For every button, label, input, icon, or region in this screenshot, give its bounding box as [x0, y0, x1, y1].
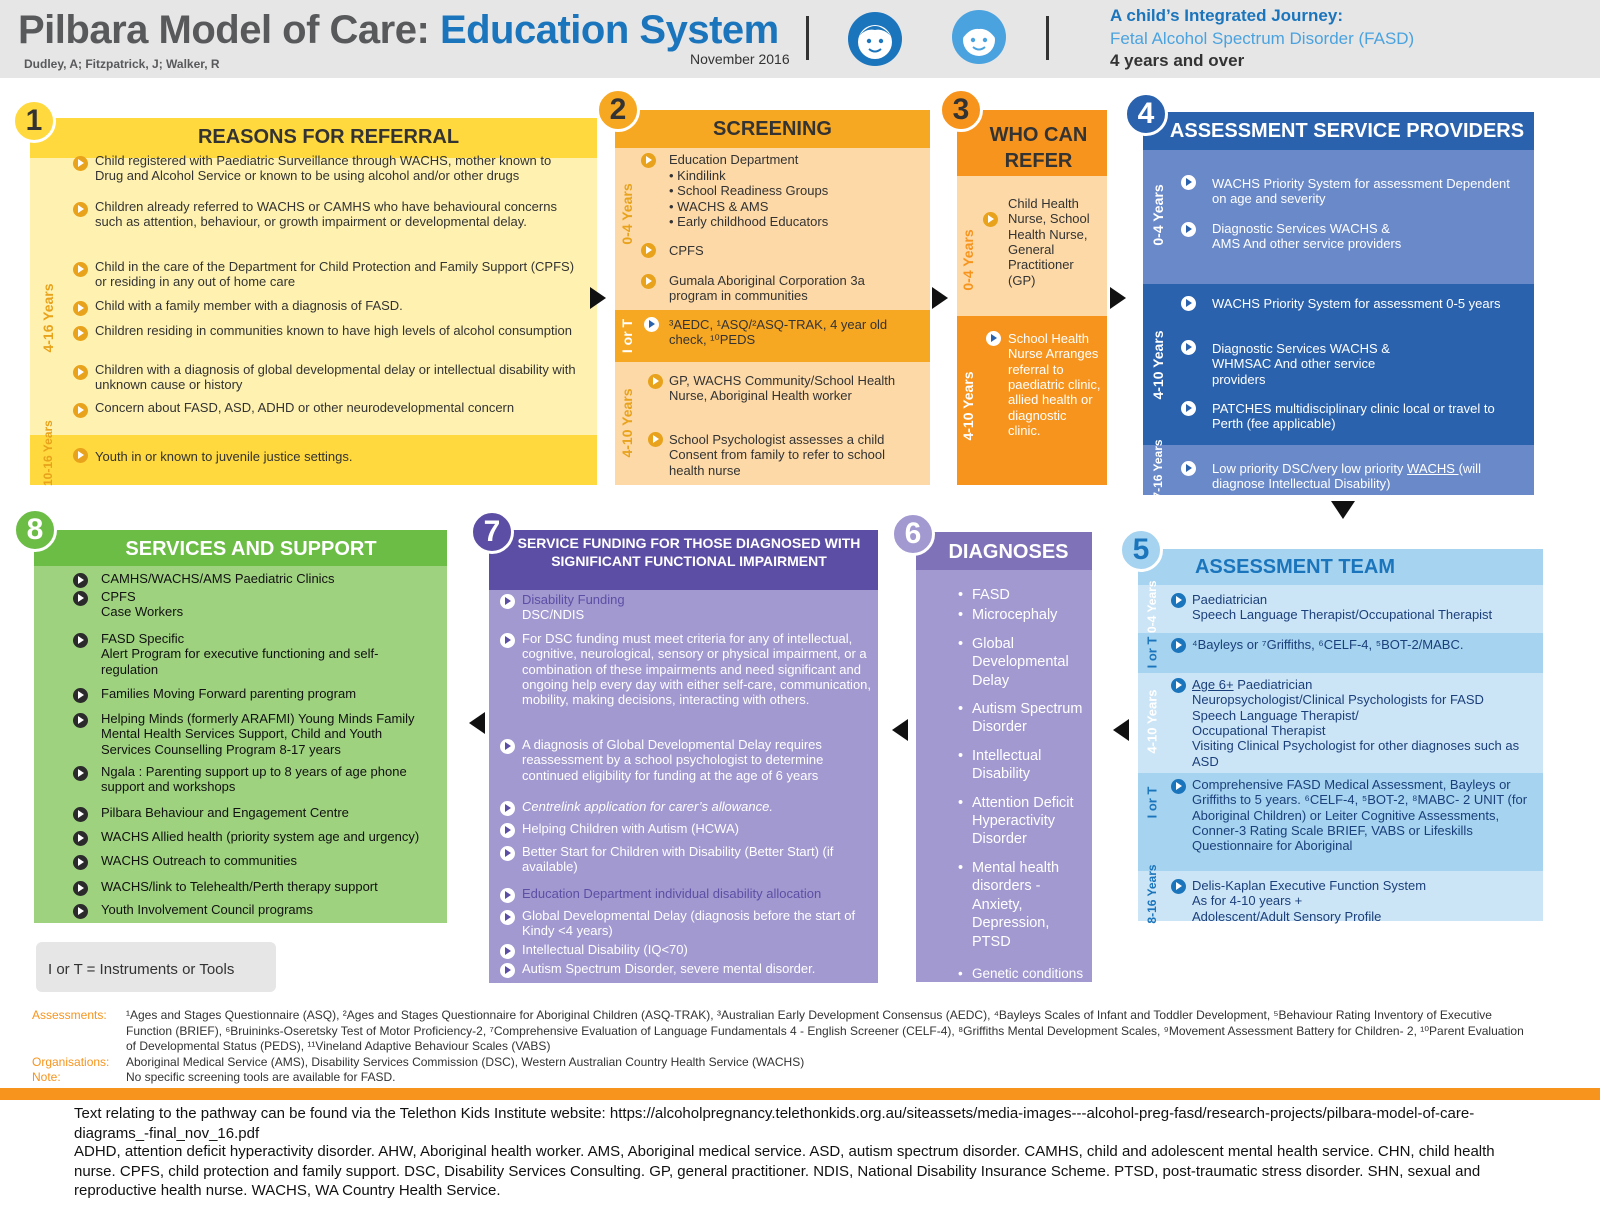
s6-diagnosis-item: Mental health disorders - Anxiety, Depression, PTSD • — [958, 859, 1060, 950]
s8-service-text: WACHS Allied health (priority system age and urgency) — [101, 829, 420, 844]
s7-funding-text: A diagnosis of Global Developmental Delay requires reassessment by a school psychologist to determine continued eligibility for funding at the age of 6 years — [522, 737, 824, 783]
s7-funding-text: DSC/NDIS — [522, 607, 585, 623]
journey-title: A child’s Integrated Journey: — [1110, 6, 1344, 25]
assess-label: Assessments: — [32, 1008, 107, 1022]
s4-number: 4 — [1124, 92, 1168, 136]
s2-gp: GP, WACHS Community/School Health Nurse, Aboriginal Health worker — [669, 373, 896, 404]
s8-service-text: WACHS/link to Telehealth/Perth therapy support — [101, 879, 378, 894]
s2-title: SCREENING — [713, 118, 832, 140]
s8-service-text: Ngala : Parenting support up to 8 years of age phone support and workshops — [101, 764, 407, 795]
authors: Dudley, A; Fitzpatrick, J; Walker, R — [24, 57, 220, 71]
arrow-right — [590, 287, 606, 309]
s8-service-text: Pilbara Behaviour and Engagement Centre — [101, 805, 349, 820]
bullet-icon — [1171, 879, 1186, 894]
s4-age-label: 7-16 Years — [1151, 439, 1165, 499]
arrow-left — [469, 712, 485, 734]
s8-service-item — [101, 902, 431, 917]
bullet-icon — [73, 713, 88, 728]
dot-icon: • — [958, 859, 964, 876]
s8-service-text: WACHS Outreach to communities — [101, 853, 298, 868]
bullet-icon — [73, 591, 88, 606]
bullet-icon — [1171, 638, 1186, 653]
s7-funding-item — [522, 844, 874, 875]
s3-age-label: 0-4 Years — [960, 229, 976, 291]
s7-funding-text: For DSC funding must meet criteria for any of intellectual, cognitive, neurological, sensory or physical impairment, or a combination of these impairments and need significant and ongoing help every day with either self-care, communication, mobility, making decisions, interacting with others. — [522, 631, 872, 708]
footer-url-text: Text relating to the pathway can be found via the Telethon Kids Institute website: https://alcoholpregnancy.telethonkids.org.au/siteassets/media-images---alcohol-preg-fasd/research-projects/pilbara-model-of-care-diagrams_-final_nov_16.pdf — [74, 1105, 1475, 1142]
arrow-down — [1331, 501, 1355, 519]
legend-text: I or T = Instruments or Tools — [48, 961, 235, 978]
s1-reason-item: Child in the care of the Department for Child Protection and Family Support (CPFS) or residing in any out of home care — [95, 259, 575, 290]
dot-icon: • — [958, 701, 964, 718]
org-label: Organisations: — [32, 1055, 110, 1069]
bullet-icon — [641, 153, 656, 168]
s8-service-item — [101, 853, 431, 868]
dot-icon: • — [958, 794, 964, 811]
s8-service-item — [101, 686, 431, 701]
bullet-icon — [73, 766, 88, 781]
s2-age-label: I or T — [619, 318, 635, 354]
s4-c1: Low priority DSC/very low priority WACHS (will diagnose Intellectual Disability) — [1212, 461, 1481, 492]
bullet-icon — [73, 448, 88, 463]
dot-icon: • — [958, 965, 963, 981]
s4-age-label: 0-4 Years — [1150, 184, 1166, 246]
s8-service-item — [101, 829, 431, 844]
s4-panel-a — [1143, 150, 1534, 284]
s1-reason-item: Children with a diagnosis of global developmental delay or intellectual disability with unknown cause or history — [95, 362, 576, 393]
s7-funding-text: Centrelink application for carer’s allowance. — [522, 799, 773, 814]
journey-subtitle: Fetal Alcohol Spectrum Disorder (FASD) — [1110, 29, 1415, 48]
s1-age-label: 4-16 Years — [40, 283, 56, 353]
s8-service-item — [101, 764, 431, 795]
bullet-icon — [500, 846, 515, 861]
s3-age-label: 4-10 Years — [960, 371, 976, 441]
s2-age-label: 0-4 Years — [619, 183, 635, 245]
s7-funding-item — [522, 631, 874, 708]
s2-number: 2 — [596, 88, 640, 132]
s6-diagnosis-item: Genetic conditions • — [958, 965, 1084, 981]
bullet-icon — [1181, 222, 1196, 237]
s4-b2: Diagnostic Services WACHS & WHMSAC And other service providers — [1212, 341, 1390, 387]
s5-age-label: 8-16 Years — [1145, 864, 1159, 924]
s4-b1: WACHS Priority System for assessment 0-5 years — [1212, 296, 1501, 311]
bullet-icon — [1171, 779, 1186, 794]
bullet-icon — [73, 904, 88, 919]
s3-bottom: School Health Nurse Arranges referral to paediatric clinic, allied health or diagnostic clinic. — [1008, 331, 1101, 438]
note-label: Note: — [32, 1070, 61, 1084]
s8-service-item — [101, 571, 431, 586]
s8-service-text: Helping Minds (formerly ARAFMI) Young Minds Family Mental Health Services Support, Child and Youth Services Counselling Program 8-17 years — [101, 711, 415, 757]
s7-funding-text: Helping Children with Autism (HCWA) — [522, 821, 739, 836]
s8-service-item — [101, 711, 431, 757]
s5-age-label: I or T — [1144, 786, 1160, 819]
s8-service-text: CAMHS/WACHS/AMS Paediatric Clinics — [101, 571, 335, 586]
s5-b: Age 6+ Paediatrician Neuropsychologist/Clinical Psychologists for FASD Speech Language Therapist/ Occupational Therapist Visiting Clinical Psychologist for other diagnoses such as ASD — [1192, 677, 1520, 769]
s7-funding-text: Global Developmental Delay (diagnosis before the start of Kindy <4 years) — [522, 908, 856, 939]
bullet-icon — [73, 301, 88, 316]
bullet-icon — [73, 202, 88, 217]
s1-number: 1 — [12, 99, 56, 143]
arrow-right — [932, 287, 948, 309]
s5-t1: ⁴Bayleys or ⁷Griffiths, ⁶CELF-4, ⁵BOT-2/MABC. — [1192, 637, 1464, 652]
bullet-icon — [641, 274, 656, 289]
assess-text: ¹Ages and Stages Questionnaire (ASQ), ²Ages and Stages Questionnaire for Aboriginal Children (ASQ-TRAK), ³Australian Early Development Consensus (AEDC), ⁴Bayleys Scales of Infant and Toddler Development, ⁵Behaviour Rating Inventory of Executive Function (BRIEF), ⁶Bruininks-Oseretsky Test of Motor Proficiency-2, ⁷Comprehensive Evaluation of Language Fundamentals 4 - English Screener (CELF-4), ⁸Griffiths Mental Development Scales, ⁹Movement Assessment Battery for Children- 2, ¹⁰Parent Evaluation of Developmental Status (PEDS), ¹¹Vineland Adaptive Behaviour Scales (VABS) — [126, 1008, 1524, 1054]
arrow-left — [892, 719, 908, 741]
s5-age-label: 0-4 Years — [1145, 580, 1159, 633]
s6-diagnosis-item: Global Developmental Delay • — [958, 635, 1069, 689]
bullet-icon — [73, 881, 88, 896]
s5-a: Paediatrician Speech Language Therapist/Occupational Therapist — [1192, 592, 1493, 623]
s4-b3: PATCHES multidisciplinary clinic local or travel to Perth (fee applicable) — [1212, 401, 1495, 432]
s1-reason-item: Children already referred to WACHS or CAMHS who have behavioural concerns such as attention, behaviour, or growth impairment or developmental delay. — [95, 199, 557, 230]
bullet-icon — [500, 633, 515, 648]
s7-funding-item — [522, 737, 874, 783]
bullet-icon — [644, 317, 659, 332]
s7-funding-item — [522, 592, 874, 623]
bullet-icon — [500, 739, 515, 754]
s2-tools: ³AEDC, ¹ASQ/²ASQ-TRAK, 4 year old check, ¹⁰PEDS — [669, 317, 888, 348]
s2-cpfs: CPFS — [669, 243, 704, 258]
s7-funding-text: Autism Spectrum Disorder, severe mental disorder. — [522, 961, 816, 976]
s2-edu-sublist — [669, 168, 919, 229]
dot-icon: • — [958, 747, 964, 764]
bullet-icon — [73, 807, 88, 822]
s5-t2: Comprehensive FASD Medical Assessment, Bayleys or Griffiths to 5 years. ⁶CELF-4, ⁵BOT-2, ⁸MABC- 2 UNIT (for Aboriginal Children) or Leiter Cognitive Assessments, Conner-3 Rating Scale BRIEF, VABS or Lifeskills Questionnaire for Aboriginal — [1192, 777, 1528, 854]
s4-title: ASSESSMENT SERVICE PROVIDERS — [1169, 120, 1525, 142]
bullet-icon — [73, 688, 88, 703]
s1-title: REASONS FOR REFERRAL — [197, 126, 460, 148]
journey-age: 4 years and over — [1110, 51, 1245, 70]
s7-funding-text: Disability Funding — [522, 592, 625, 607]
s7-title: SERVICE FUNDING FOR THOSE DIAGNOSED WITH SIGNIFICANT FUNCTIONAL IMPAIRMENT — [517, 535, 861, 569]
bullet-icon — [500, 963, 515, 978]
s6-title: DIAGNOSES — [948, 541, 1069, 563]
bullet-icon — [73, 326, 88, 341]
bullet-icon — [500, 594, 515, 609]
s8-number: 8 — [13, 508, 57, 552]
s2-psych: School Psychologist assesses a child Consent from family to refer to school health nurse — [669, 432, 886, 478]
s7-funding-item — [522, 821, 874, 836]
s1-youth-item: Youth in or known to juvenile justice settings. — [95, 449, 353, 464]
s7-funding-text: Education Department individual disability allocation — [522, 886, 822, 901]
s4-a1: WACHS Priority System for assessment Dependent on age and severity — [1212, 176, 1510, 207]
s3-number: 3 — [939, 88, 983, 132]
s5-title: ASSESSMENT TEAM — [1194, 556, 1396, 578]
s1-reason-item: Concern about FASD, ASD, ADHD or other neurodevelopmental concern — [95, 400, 515, 415]
s8-service-text: FASD Specific — [101, 631, 185, 646]
s1-reason-item: Child with a family member with a diagnosis of FASD. — [95, 298, 403, 313]
bullet-icon — [73, 403, 88, 418]
bullet-icon — [73, 855, 88, 870]
s6-diagnosis-item: Intellectual Disability • — [958, 747, 1042, 783]
bullet-icon — [73, 633, 88, 648]
s8-service-item — [101, 879, 431, 894]
bullet-icon — [73, 573, 88, 588]
bullet-icon — [648, 432, 663, 447]
s8-service-item — [101, 805, 431, 820]
s7-number: 7 — [470, 510, 514, 554]
bullet-icon — [1181, 175, 1196, 190]
s8-service-text: Families Moving Forward parenting program — [101, 686, 357, 701]
header-divider — [806, 16, 809, 60]
date: November 2016 — [690, 51, 790, 67]
bullet-icon — [73, 831, 88, 846]
bullet-icon — [648, 374, 663, 389]
org-text: Aboriginal Medical Service (AMS), Disability Services Commission (DSC), Western Australian Country Health Service (WACHS) — [126, 1055, 805, 1069]
s1-reason-item: Children residing in communities known to have high levels of alcohol consumption — [95, 323, 572, 338]
bullet-icon — [500, 801, 515, 816]
s2-edu: Education Department — [669, 152, 799, 167]
girl-face-icon — [952, 10, 1006, 64]
bullet-icon — [641, 243, 656, 258]
s7-funding-item — [522, 908, 874, 939]
s8-service-text: Youth Involvement Council programs — [101, 902, 313, 917]
s1-reason-item: Child registered with Paediatric Surveillance through WACHS, mother known to Drug and Alcohol Service or known to be using alcohol and/or other drugs — [95, 153, 552, 184]
dot-icon: • — [958, 587, 964, 603]
s7-funding-item — [522, 799, 874, 814]
dot-icon: • — [958, 607, 964, 624]
s5-age-label: I or T — [1144, 636, 1160, 669]
s2-gumala: Gumala Aboriginal Corporation 3a program in communities — [669, 273, 865, 304]
footer-abbrev-text: ADHD, attention deficit hyperactivity disorder. AHW, Aboriginal health worker. AMS, Aboriginal medical service. ASD, autism spectrum disorder. CAMHS, child and adolescent mental health service. CHN, child health nurse. CPFS, child protection and family support. DSC, Disability Services Consulting. GP, general practitioner. NDIS, National Disability Insurance Scheme. PTSD, post-traumatic stress disorder. SHN, sexual and reproductive health nurse. WACHS, WA Country Health Service. — [74, 1143, 1495, 1199]
s7-funding-item — [522, 886, 874, 901]
bullet-icon — [1181, 340, 1196, 355]
s2-edu-subitem: • Early childhood Educators — [669, 213, 829, 229]
s8-service-text: CPFS — [101, 589, 136, 604]
s7-funding-item — [522, 942, 874, 957]
s7-funding-item — [522, 961, 874, 976]
bullet-icon — [1181, 296, 1196, 311]
bullet-icon — [986, 331, 1001, 346]
s8-service-text: Case Workers — [101, 604, 184, 620]
bullet-icon — [500, 944, 515, 959]
s6-diagnosis-item: FASD • — [958, 587, 1010, 603]
bullet-icon — [1171, 593, 1186, 608]
s6-number: 6 — [891, 512, 935, 556]
bullet-icon — [983, 212, 998, 227]
s2-edu-subitem: • School Readiness Groups — [669, 183, 829, 199]
header-divider — [1046, 16, 1049, 60]
s8-service-item — [101, 589, 431, 620]
dot-icon: • — [958, 635, 964, 652]
boy-face-icon — [848, 12, 902, 66]
s5-number: 5 — [1119, 528, 1163, 572]
s2-edu-subitem: • Kindilink — [669, 168, 726, 183]
bullet-icon — [500, 823, 515, 838]
s4-a2: Diagnostic Services WACHS & AMS And other service providers — [1212, 221, 1402, 252]
s3-title: WHO CAN REFER — [989, 124, 1088, 172]
bullet-icon — [1171, 678, 1186, 693]
s6-diagnosis-item: Attention Deficit Hyperactivity Disorder • — [958, 794, 1074, 848]
bullet-icon — [1181, 461, 1196, 476]
bullet-icon — [73, 262, 88, 277]
bullet-icon — [73, 365, 88, 380]
s6-diagnosis-item: Microcephaly • — [958, 607, 1058, 624]
arrow-left — [1113, 719, 1129, 741]
s6-diagnosis-item: Autism Spectrum Disorder • — [958, 701, 1083, 736]
s5-age-label: 4-10 Years — [1144, 689, 1160, 754]
s5-c: Delis-Kaplan Executive Function System As for 4-10 years + Adolescent/Adult Sensory Profile — [1192, 878, 1427, 924]
page-title: Pilbara Model of Care: Education System — [18, 8, 779, 52]
s2-age-label: 4-10 Years — [619, 388, 635, 458]
footer-band — [0, 1088, 1600, 1100]
bullet-icon — [73, 156, 88, 171]
s4-age-label: 4-10 Years — [1150, 330, 1166, 400]
s8-service-text: Alert Program for executive functioning and self-regulation — [101, 646, 379, 677]
s1-age-label: 10-16 Years — [41, 420, 55, 486]
note-text: No specific screening tools are available for FASD. — [126, 1070, 396, 1084]
bullet-icon — [500, 888, 515, 903]
s8-service-item — [101, 631, 431, 677]
s2-edu-subitem: • WACHS & AMS — [669, 198, 769, 214]
s7-funding-text: Better Start for Children with Disability (Better Start) (if available) — [522, 844, 834, 875]
s7-funding-text: Intellectual Disability (IQ<70) — [522, 942, 688, 957]
s8-title: SERVICES AND SUPPORT — [125, 538, 377, 560]
arrow-right — [1110, 287, 1126, 309]
s3-top: Child Health Nurse, School Health Nurse, General Practitioner (GP) — [1008, 196, 1090, 288]
bullet-icon — [500, 910, 515, 925]
bullet-icon — [1181, 401, 1196, 416]
